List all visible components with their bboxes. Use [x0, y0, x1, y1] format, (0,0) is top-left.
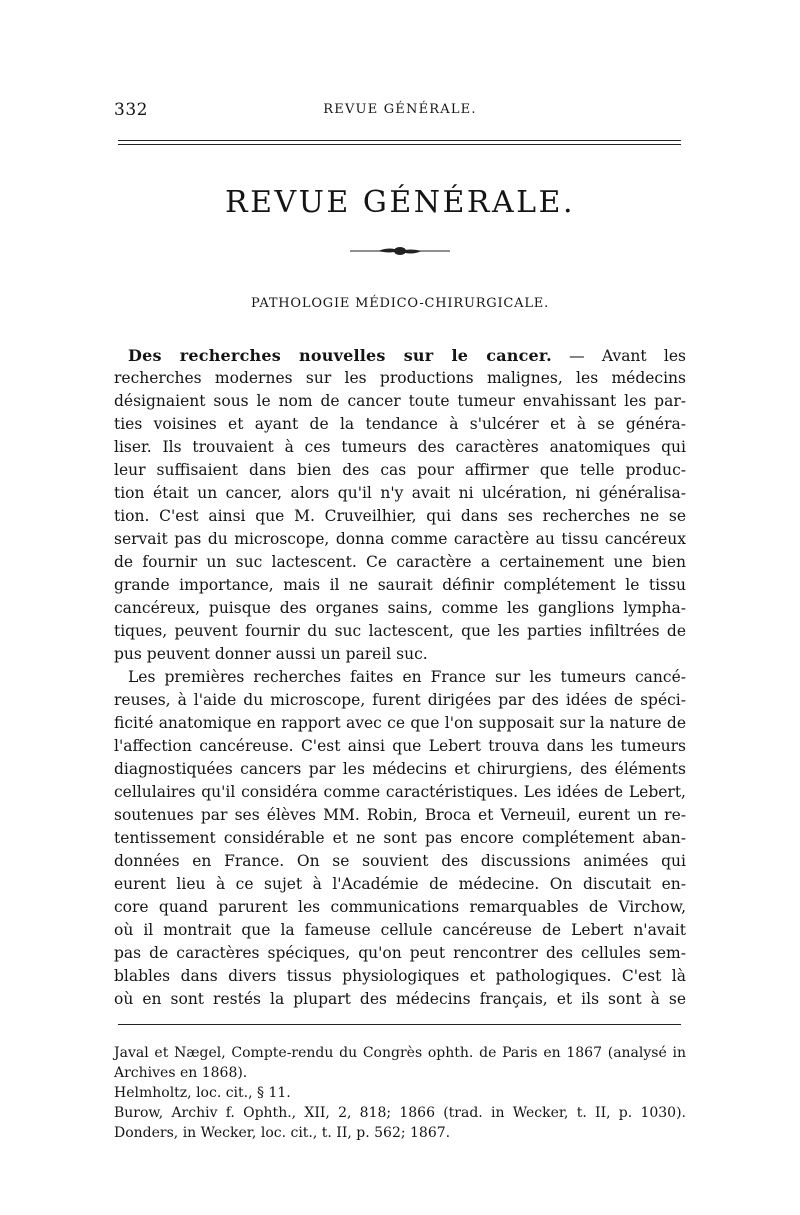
- page-number: 332: [114, 100, 148, 120]
- text-line: core quand parurent les communications remarquables de Virchow,: [114, 898, 686, 916]
- text-line: tion était un cancer, alors qu'il n'y avait ni ulcération, ni généralisa-: [114, 484, 686, 502]
- paragraph-start: Les premières recherches faites en France sur les tumeurs cancé-: [128, 668, 686, 686]
- text-line: liser. Ils trouvaient à ces tumeurs des caractères anatomiques qui: [114, 438, 686, 456]
- article-first-line: [114, 344, 686, 367]
- page-title: REVUE GÉNÉRALE.: [225, 185, 575, 220]
- text-line: de fournir un suc lactescent. Ce caractère a certainement une bien: [114, 553, 686, 571]
- text-line: où il montrait que la fameuse cellule cancéreuse de Lebert n'avait: [114, 921, 686, 939]
- text-line: pus peuvent donner aussi un pareil suc.: [114, 645, 428, 663]
- running-title: REVUE GÉNÉRALE.: [323, 102, 477, 117]
- text-line: ficité anatomique en rapport avec ce que l'on supposait sur la nature de: [114, 714, 686, 732]
- footnote-rule: [118, 1024, 681, 1025]
- text-line: reuses, à l'aide du microscope, furent dirigées par des idées de spéci-: [114, 691, 686, 709]
- text-line: désignaient sous le nom de cancer toute tumeur envahissant les par-: [114, 392, 686, 410]
- footnote: Donders, in Wecker, loc. cit., t. II, p. 562; 1867.: [114, 1125, 451, 1141]
- running-head: [114, 100, 686, 126]
- footnote-continuation: Archives en 1868).: [114, 1065, 248, 1081]
- header-rule-thin: [118, 144, 681, 145]
- text-line: diagnostiquées cancers par les médecins et chirurgiens, des éléments: [114, 760, 686, 778]
- footnote: Helmholtz, loc. cit., § 11.: [114, 1085, 291, 1101]
- ornament-divider: [350, 244, 450, 258]
- text-line: l'affection cancéreuse. C'est ainsi que Lebert trouva dans les tumeurs: [114, 737, 686, 755]
- text-line: grande importance, mais il ne saurait définir complétement le tissu: [114, 576, 686, 594]
- footnote: Javal et Nægel, Compte-rendu du Congrès ophth. de Paris en 1867 (analysé in: [114, 1045, 686, 1061]
- footnote: Burow, Archiv f. Ophth., XII, 2, 818; 1866 (trad. in Wecker, t. II, p. 1030).: [114, 1105, 686, 1121]
- text-line: tiques, peuvent fournir du suc lactescent, que les parties infiltrées de: [114, 622, 686, 640]
- text-line: ties voisines et ayant de la tendance à s'ulcérer et à se généra-: [114, 415, 686, 433]
- text-line: servait pas du microscope, donna comme caractère au tissu cancéreux: [114, 530, 686, 548]
- text-line: blables dans divers tissus physiologiques et pathologiques. C'est là: [114, 967, 686, 985]
- text-line: cancéreux, puisque des organes sains, comme les ganglions lympha-: [114, 599, 686, 617]
- text-line: eurent lieu à ce sujet à l'Académie de médecine. On discutait en-: [114, 875, 686, 893]
- header-rule: [118, 140, 681, 141]
- article-body: [114, 344, 686, 1011]
- text-line: cellulaires qu'il considéra comme caractéristiques. Les idées de Lebert,: [114, 783, 686, 801]
- text-line: leur suffisaient dans bien des cas pour affirmer que telle produc-: [114, 461, 686, 479]
- article-heading: Des recherches nouvelles sur le cancer.: [128, 346, 552, 365]
- text-line: recherches modernes sur les productions malignes, les médecins: [114, 369, 686, 387]
- text-line: tion. C'est ainsi que M. Cruveilhier, qui dans ses recherches ne se: [114, 507, 686, 525]
- section-title: PATHOLOGIE MÉDICO-CHIRURGICALE.: [250, 296, 550, 311]
- text-line: données en France. On se souvient des discussions animées qui: [114, 852, 686, 870]
- text-line: soutenues par ses élèves MM. Robin, Broca et Verneuil, eurent un re-: [114, 806, 686, 824]
- text-line: pas de caractères spéciques, qu'on peut rencontrer des cellules sem-: [114, 944, 686, 962]
- text-line: tentissement considérable et ne sont pas encore complétement aban-: [114, 829, 686, 847]
- footnotes: [114, 1043, 686, 1143]
- text-line: où en sont restés la plupart des médecins français, et ils sont à se: [114, 990, 686, 1008]
- article-first-line-text: — Avant les: [551, 347, 686, 365]
